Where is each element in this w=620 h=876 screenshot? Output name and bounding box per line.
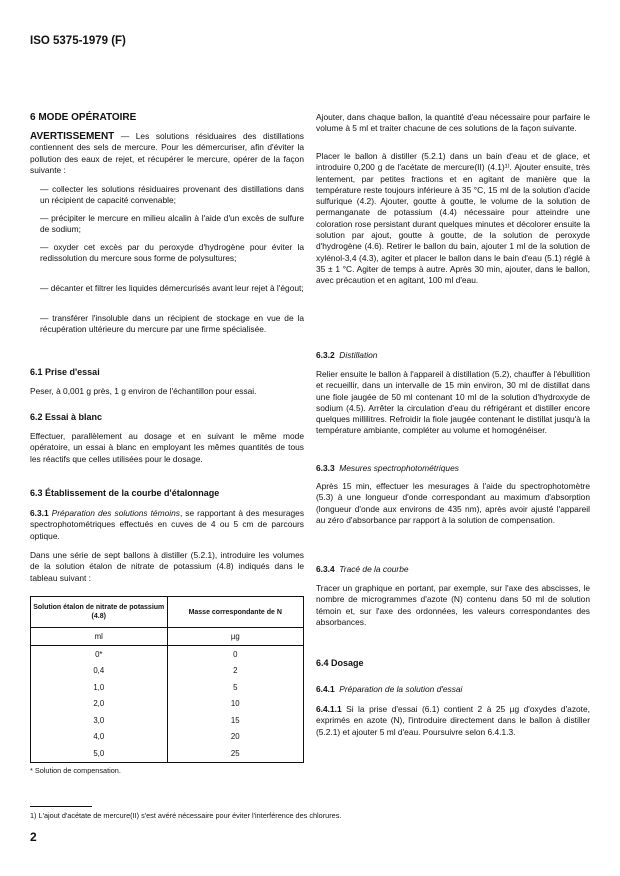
paragraph: Placer le ballon à distiller (5.2.1) dans un bain d'eau et de glace, et introduire 0,200 g de l'acétate de mercure(II) (4.1)¹⁾. Ajouter ensuite, très lentement, par petites fractions et en agitant de manière que la température reste toujours inférieure à 35 °C, 15 ml de la solution d'acide sulfurique (4.2). Ajouter, goutte à goutte, le volume de la solution de permanganate de potassium (4.4) nécessaire pour atteindre une coloration rose persistant durant quelques minutes et décolorer ensuite la solution par ajout, goutte à goutte, de la solution de peroxyde d'hydrogène (4.6). Retirer le ballon du bain, ajouter 1 ml de la solution de xylénol-3,4 (4.3), agiter et placer le ballon dans le bain d'eau (5.1) réglé à 35 ± 1 °C. Agiter de temps à autre. Après 30 min, ajouter, dans le ballon, avec précaution et en agitant, 100 ml d'eau.	[316, 151, 590, 286]
warning-paragraph	[30, 131, 304, 176]
section-number: 6.3.4	[316, 564, 335, 574]
section-6-2-heading: 6.2 Essai à blanc	[30, 412, 103, 422]
table-unit: µg	[167, 628, 304, 646]
table-header: Solution étalon de nitrate de potassium (4.8)	[31, 597, 168, 628]
section-number: 6.3.2	[316, 350, 335, 360]
paragraph-text: Si la prise d'essai (6.1) contient 2 à 25 µg d'oxydes d'azote, exprimés en azote (N), l'introduire directement dans le ballon à distiller (5.2.1) et ajouter 5 ml d'eau. Poursuivre selon 6.4.1.3.	[316, 704, 590, 737]
subsection-title: Préparation des solutions témoins	[51, 508, 180, 518]
table-cell: 0	[167, 646, 304, 663]
table-row	[31, 712, 304, 729]
paragraph: Ajouter, dans chaque ballon, la quantité d'eau nécessaire pour parfaire le volume à 5 ml et traiter chacune de ces solutions de la façon suivante.	[316, 112, 590, 134]
section-6-3-3-heading	[316, 463, 590, 474]
table-row	[31, 696, 304, 713]
section-6-3-1-paragraph	[30, 508, 304, 542]
paragraph: Relier ensuite le ballon à l'appareil à distillation (5.2), chauffer à l'ébullition et recueillir, dans un intervalle de 15 min environ, 30 ml de distillat dans une fiole jaugée de 50 ml contenant 10 ml de la solution d'hydroxyde de sodium (4.5). Arrêter la circulation d'eau du réfrigérant et distiller encore quelques millilitres. Refroidir la fiole jaugée contenant le distillat jusqu'à la température ambiante, compléter au volume et homogénéiser.	[316, 369, 590, 436]
bullet-item: — décanter et filtrer les liquides démercurisés avant leur rejet à l'égout;	[40, 283, 304, 293]
section-number: 6.4.1	[316, 684, 335, 694]
section-6-2-text: Effectuer, parallèlement au dosage et en suivant le même mode opératoire, un essai à blanc en employant les mêmes quantités de tous les réactifs que celles utilisées pour le dosage.	[30, 431, 304, 464]
warning-text: — Les solutions résiduaires des distillations contiennent des sels de mercure. Pour les démercuriser, afin d'éviter la pollution des eaux de rejet, et récupérer le mercure, opérer de la façon suivante :	[30, 131, 304, 175]
table-unit: ml	[31, 628, 168, 646]
table-row	[31, 745, 304, 762]
table-cell: 0*	[31, 646, 168, 663]
table-cell: 1,0	[31, 679, 168, 696]
section-6-3-heading: 6.3 Établissement de la courbe d'étalonnage	[30, 488, 220, 498]
table-footnote: * Solution de compensation.	[30, 766, 121, 775]
section-number: 6.4.1.1	[316, 704, 342, 714]
table-cell: 4,0	[31, 729, 168, 746]
paragraph-text: , se rapportant à des mesurages spectrophotométriques effectués en cuves de 4 ou 5 cm de parcours optique.	[30, 508, 305, 541]
table-row	[31, 646, 304, 663]
bullet-item: — précipiter le mercure en milieu alcalin à l'aide d'un excès de sulfure de sodium;	[40, 213, 304, 235]
table-cell: 25	[167, 745, 304, 762]
table-row	[31, 729, 304, 746]
table-cell: 5	[167, 679, 304, 696]
subsection-title: Distillation	[339, 350, 378, 360]
bullet-item: — collecter les solutions résiduaires provenant des distillations dans un récipient de capacité convenable;	[40, 184, 304, 206]
table-row	[31, 663, 304, 680]
table-cell: 3,0	[31, 712, 168, 729]
document-header: ISO 5375-1979 (F)	[30, 35, 126, 47]
footnote: 1) L'ajout d'acétate de mercure(II) s'est avéré nécessaire pour éviter l'interférence des chlorures.	[30, 811, 342, 820]
table-cell: 15	[167, 712, 304, 729]
section-6-1-text: Peser, à 0,001 g près, 1 g environ de l'échantillon pour essai.	[30, 386, 257, 396]
section-6-4-heading: 6.4 Dosage	[316, 658, 364, 668]
bullet-item: — oxyder cet excès par du peroxyde d'hydrogène pour éviter la redissolution du mercure sous forme de polysultures;	[40, 242, 304, 264]
subsection-title: Mesures spectrophotométriques	[339, 463, 459, 473]
footnote-divider	[30, 806, 92, 807]
subsection-title: Préparation de la solution d'essai	[339, 684, 463, 694]
section-6-3-1-text2: Dans une série de sept ballons à distiller (5.2.1), introduire les volumes de la solution étalon de nitrate de potassium (4.8) indiqués dans le tableau suivant :	[30, 550, 304, 583]
table-cell: 5,0	[31, 745, 168, 762]
section-6-4-1-1-paragraph	[316, 704, 590, 738]
section-number: 6.3.3	[316, 463, 335, 473]
table-cell: 2	[167, 663, 304, 680]
subsection-title: Tracé de la courbe	[339, 564, 409, 574]
section-6-3-4-heading	[316, 564, 590, 575]
table-cell: 0,4	[31, 663, 168, 680]
table-cell: 2,0	[31, 696, 168, 713]
section-6-4-1-heading	[316, 684, 590, 695]
paragraph: Tracer un graphique en portant, par exemple, sur l'axe des abscisses, le nombre de microgrammes d'azote (N) contenu dans 50 ml de solution témoin et, sur l'axe des ordonnées, les valeurs correspondantes des absorbances.	[316, 583, 590, 627]
section-6-1-heading: 6.1 Prise d'essai	[30, 367, 100, 377]
section-6-3-2-heading	[316, 350, 590, 361]
table-header: Masse correspondante de N	[167, 597, 304, 628]
table-cell: 20	[167, 729, 304, 746]
section-6-heading: 6 MODE OPÉRATOIRE	[30, 112, 137, 123]
page-number: 2	[30, 830, 37, 844]
paragraph: Après 15 min, effectuer les mesurages à l'aide du spectrophotomètre (5.3) à une longueur d'onde correspondant au maximum d'absorption (longueur d'onde aux environs de 435 nm), après avoir ajusté l'appareil au zéro d'absorbance par rapport à la solution de compensation.	[316, 481, 590, 525]
warning-label: AVERTISSEMENT	[30, 131, 115, 142]
calibration-table	[30, 596, 304, 763]
bullet-item: — transférer l'insoluble dans un récipient de stockage en vue de la récupération ultérieure du mercure par une firme spécialisée.	[40, 313, 304, 335]
table-cell: 10	[167, 696, 304, 713]
section-number: 6.3.1	[30, 508, 49, 518]
table-row	[31, 679, 304, 696]
